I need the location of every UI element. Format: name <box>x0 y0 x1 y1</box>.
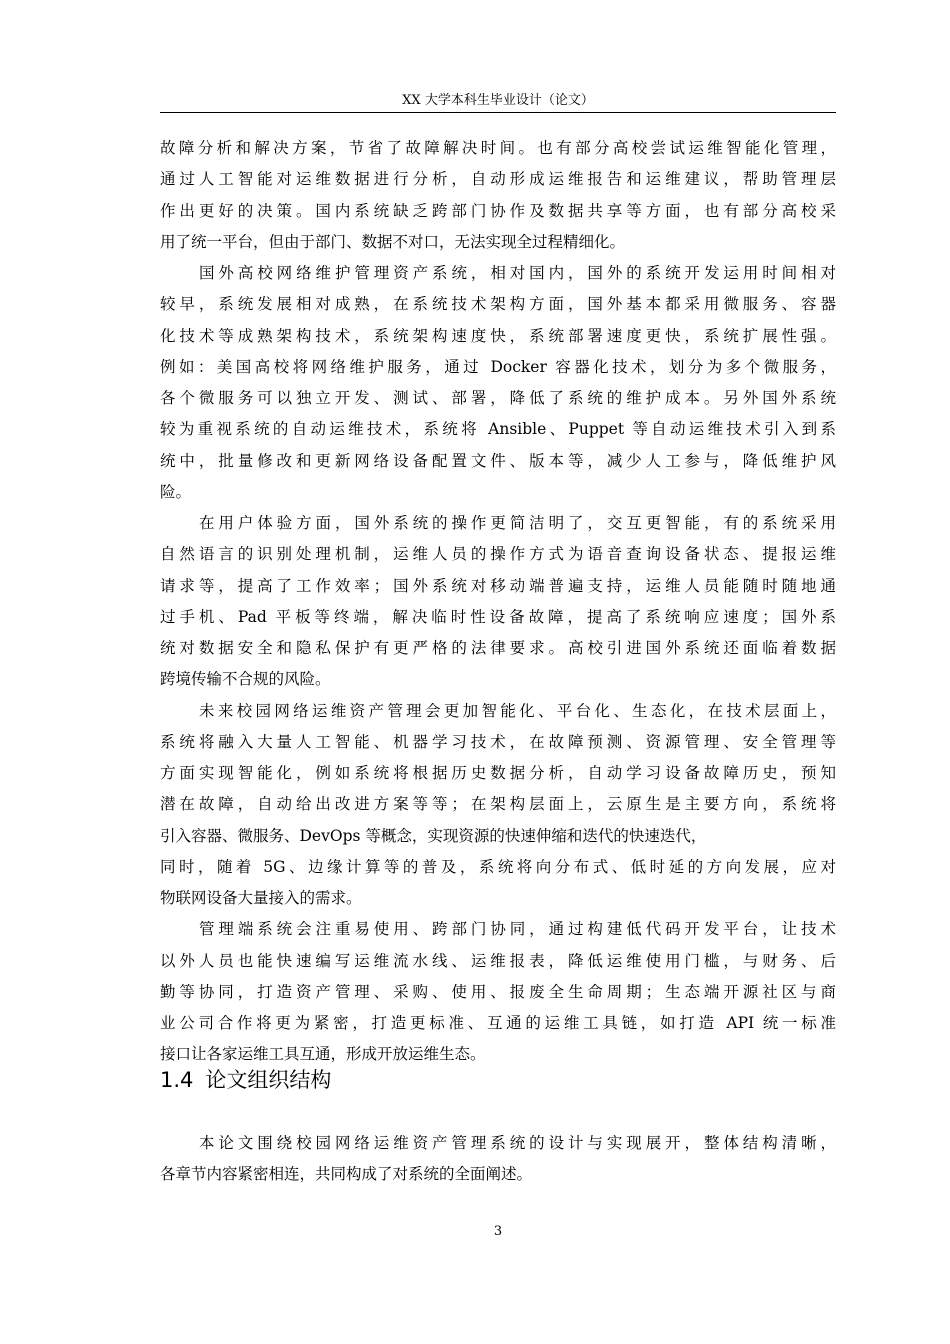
paragraph <box>160 914 836 1070</box>
text-line: 同时，随着 5G、边缘计算等的普及，系统将向分布式、低时延的方向发展，应对 <box>160 857 836 876</box>
page-header: XX 大学本科生毕业设计（论文） <box>402 93 594 108</box>
paragraph <box>160 696 836 915</box>
text-line: 未来校园网络运维资产管理会更加智能化、平台化、生态化，在技术层面上， <box>199 701 836 720</box>
text-line: 例如：美国高校将网络维护服务，通过 Docker 容器化技术，划分为多个微服务， <box>160 357 836 376</box>
text-line: 以外人员也能快速编写运维流水线、运维报表，降低运维使用门槛，与财务、后 <box>160 951 836 970</box>
text-line: 物联网设备大量接入的需求。 <box>160 889 362 907</box>
text-line: 故障分析和解决方案，节省了故障解决时间。也有部分高校尝试运维智能化管理， <box>160 139 836 157</box>
text-line: 本论文围绕校园网络运维资产管理系统的设计与实现展开，整体结构清晰， <box>199 1134 836 1152</box>
text-line: 请求等，提高了工作效率；国外系统对移动端普遍支持，运维人员能随时随地通 <box>160 576 836 595</box>
text-line: 在用户体验方面，国外系统的操作更简洁明了，交互更智能，有的系统采用 <box>199 514 836 532</box>
text-line: 用了统一平台，但由于部门、数据不对口，无法实现全过程精细化。 <box>160 232 626 251</box>
body-text <box>160 133 836 1071</box>
page-number: 3 <box>493 1224 503 1239</box>
text-line: 险。 <box>160 482 192 501</box>
text-line: 过手机、Pad 平板等终端，解决临时性设备故障，提高了系统响应速度；国外系 <box>160 607 836 626</box>
section-heading <box>160 1065 331 1095</box>
text-line: 各个微服务可以独立开发、测试、部署，降低了系统的维护成本。另外国外系统 <box>160 389 836 407</box>
paragraph <box>160 508 836 696</box>
text-line: 较早，系统发展相对成熟，在系统技术架构方面，国外基本都采用微服务、容器 <box>160 295 836 314</box>
text-line: 自然语言的识别处理机制，运维人员的操作方式为语音查询设备状态、提报运维 <box>160 545 836 564</box>
text-line: 统对数据安全和隐私保护有更严格的法律要求。高校引进国外系统还面临着数据 <box>160 639 836 657</box>
text-line: 引入容器、微服务、DevOps 等概念，实现资源的快速伸缩和迭代的快速迭代， <box>160 826 707 845</box>
paragraph <box>160 258 836 508</box>
text-line: 管理端系统会注重易使用、跨部门协同，通过构建低代码开发平台，让技术 <box>199 920 836 939</box>
text-line: 通过人工智能对运维数据进行分析，自动形成运维报告和运维建议，帮助管理层 <box>160 170 836 189</box>
text-line: 系统将融入大量人工智能、机器学习技术，在故障预测、资源管理、安全管理等 <box>160 732 836 751</box>
text-line: 接口让各家运维工具互通，形成开放运维生态。 <box>160 1045 486 1064</box>
text-line: 潜在故障，自动给出改进方案等等；在架构层面上，云原生是主要方向，系统将 <box>160 795 836 814</box>
text-line: 各章节内容紧密相连，共同构成了对系统的全面阐述。 <box>160 1165 533 1184</box>
section-title: 论文组织结构 <box>205 1068 332 1092</box>
paragraph <box>160 133 836 258</box>
section-body <box>160 1128 836 1191</box>
text-line: 方面实现智能化，例如系统将根据历史数据分析，自动学习设备故障历史，预知 <box>160 764 836 782</box>
text-line: 跨境传输不合规的风险。 <box>160 670 331 689</box>
text-line: 统中，批量修改和更新网络设备配置文件、版本等，减少人工参与，降低维护风 <box>160 451 836 470</box>
header-rule <box>160 112 836 113</box>
text-line: 业公司合作将更为紧密，打造更标准、互通的运维工具链，如打造 API 统一标准 <box>160 1014 836 1032</box>
text-line: 化技术等成熟架构技术，系统架构速度快，系统部署速度更快，系统扩展性强。 <box>160 326 836 345</box>
text-line: 勤等协同，打造资产管理、采购、使用、报废全生命周期；生态端开源社区与商 <box>160 982 836 1001</box>
text-line: 作出更好的决策。国内系统缺乏跨部门协作及数据共享等方面，也有部分高校采 <box>160 201 836 220</box>
text-line: 国外高校网络维护管理资产系统，相对国内，国外的系统开发运用时间相对 <box>199 264 836 282</box>
text-line: 较为重视系统的自动运维技术，系统将 Ansible、Puppet 等自动运维技术引入到系 <box>160 420 836 439</box>
section-number: 1.4 <box>160 1068 194 1092</box>
